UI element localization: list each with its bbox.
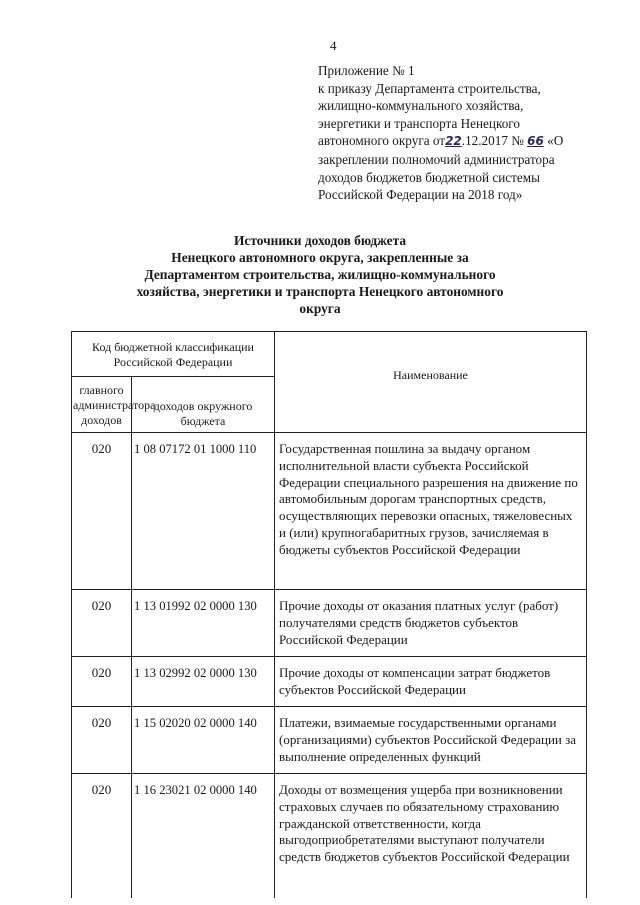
appendix-line: Российской Федерации на 2018 год»: [318, 187, 523, 203]
table-row: [72, 657, 587, 707]
cell-code: 1 13 02992 02 0000 130: [132, 657, 275, 707]
cell-admin: 020: [72, 590, 132, 657]
appendix-line: энергетики и транспорта Ненецкого: [318, 115, 520, 131]
header-name: Наименование: [275, 332, 587, 433]
appendix-block: [318, 62, 608, 204]
document-title: [100, 232, 540, 317]
header-main-administrator: главного администратора доходов: [72, 377, 132, 433]
handwritten-day: 22: [445, 134, 462, 149]
cell-code: 1 08 07172 01 1000 110: [132, 433, 275, 590]
title-line: Ненецкого автономного округа, закрепленные за: [171, 250, 469, 265]
appendix-line: доходов бюджетов бюджетной системы: [318, 169, 540, 185]
cell-code: 1 16 23021 02 0000 140: [132, 774, 275, 899]
table-row: [72, 774, 587, 899]
cell-name: Прочие доходы от компенсации затрат бюджетов субъектов Российской Федерации: [275, 657, 587, 707]
cell-code: 1 13 01992 02 0000 130: [132, 590, 275, 657]
handwritten-order-number: 66: [527, 134, 544, 149]
title-line: Департаментом строительства, жилищно-коммунального: [144, 267, 496, 282]
cell-name: Доходы от возмещения ущерба при возникновении страховых случаев по обязательному страхованию гражданской ответственности, когда выгодоприобретателями выступают получатели средств бюджетов субъектов Российской Федерации: [275, 774, 587, 899]
cell-admin: 020: [72, 433, 132, 590]
page-number: 4: [330, 38, 337, 53]
table-row: [72, 590, 587, 657]
revenue-sources-table: [71, 331, 587, 898]
appendix-line-date: [318, 132, 608, 151]
appendix-line: закреплении полномочий администратора: [318, 151, 555, 167]
table-row: [72, 707, 587, 774]
title-line: округа: [299, 301, 341, 316]
cell-admin: 020: [72, 707, 132, 774]
header-budget-classification: Код бюджетной классификации Российской Федерации: [72, 332, 275, 377]
appendix-date-prefix: автономного округа от: [318, 133, 446, 149]
title-line: хозяйства, энергетики и транспорта Ненецкого автономного: [136, 284, 504, 299]
table-row: [72, 433, 587, 590]
title-line: Источники доходов бюджета: [233, 233, 407, 248]
cell-code: 1 15 02020 02 0000 140: [132, 707, 275, 774]
cell-name: Прочие доходы от оказания платных услуг (работ) получателями средств бюджетов субъектов Российской Федерации: [275, 590, 587, 657]
cell-name: Государственная пошлина за выдачу органом исполнительной власти субъекта Российской Федерации специального разрешения на движение по автомобильным дорогам транспортных средств, осуществляющих перевозки опасных, тяжеловесных и (или) крупногабаритных грузов, зачисляемая в бюджеты субъектов Российской Федерации: [275, 433, 587, 590]
cell-admin: 020: [72, 657, 132, 707]
appendix-line: жилищно-коммунального хозяйства,: [318, 98, 524, 114]
cell-name: Платежи, взимаемые государственными органами (организациями) субъектов Российской Федерации за выполнение определенных функций: [275, 707, 587, 774]
appendix-date-post: «О: [547, 133, 564, 149]
header-revenue-code: доходов окружного бюджета: [132, 377, 275, 433]
appendix-date-mid: .12.2017 №: [461, 133, 524, 149]
appendix-line: к приказу Департамента строительства,: [318, 80, 541, 96]
cell-admin: 020: [72, 774, 132, 899]
appendix-line: Приложение № 1: [318, 63, 415, 78]
